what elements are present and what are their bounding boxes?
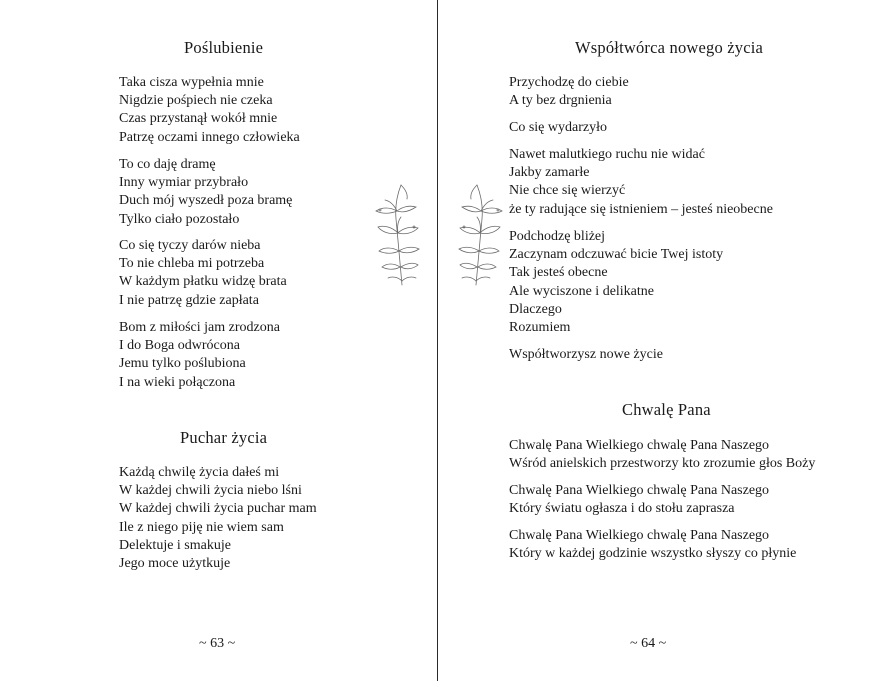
poem-line: W każdej chwili życia niebo lśni — [119, 483, 302, 499]
poem-line: A ty bez drgnienia — [509, 93, 612, 109]
poem-stanza — [509, 146, 773, 219]
poem-title: Chwalę Pana — [622, 400, 711, 419]
poem-line: Współtworzysz nowe życie — [509, 347, 663, 362]
poem-title: Współtwórca nowego życia — [575, 38, 764, 57]
poem-line: Jemu tylko poślubiona — [119, 356, 246, 372]
poem-title: Puchar życia — [180, 428, 268, 447]
poem-stanza — [509, 346, 663, 364]
left-page — [0, 0, 437, 681]
poem-line: Taka cisza wypełnia mnie — [119, 75, 264, 90]
poem-line: Podchodzę bliżej — [509, 229, 606, 244]
poem-stanza — [509, 74, 629, 110]
poem-line: Rozumiem — [509, 320, 571, 336]
poem-line: Co się wydarzyło — [509, 120, 607, 135]
poem-line: To nie chleba mi potrzeba — [119, 256, 265, 272]
poem-line: Dlaczego — [509, 301, 562, 317]
right-page — [438, 0, 877, 681]
poem-line: Jego moce użytkuje — [119, 556, 231, 572]
poem-stanza — [119, 156, 292, 229]
poem-line: Tylko ciało pozostało — [119, 211, 240, 227]
poem-line: I do Boga odwrócona — [119, 338, 240, 354]
poem-title: Poślubienie — [184, 38, 264, 57]
poem-line: W każdym płatku widzę brata — [119, 274, 287, 290]
poem-stanza — [509, 527, 796, 563]
poem-stanza — [119, 74, 300, 147]
poem-line: Który w każdej godzinie wszystko słyszy co płynie — [509, 546, 797, 562]
poem-line: Ale wyciszone i delikatne — [509, 283, 655, 299]
poem-line: Chwalę Pana Wielkiego chwalę Pana Naszego — [509, 528, 770, 543]
poem-line: Patrzę oczami innego człowieka — [119, 129, 300, 145]
poem-stanza — [509, 228, 723, 337]
poem-stanza — [509, 482, 769, 518]
poem-line: Ile z niego piję nie wiem sam — [119, 519, 284, 535]
poem-stanza — [509, 119, 607, 137]
lily-ornament-icon — [372, 181, 422, 287]
poem-stanza — [119, 464, 317, 573]
poem-line: Bom z miłości jam zrodzona — [119, 320, 280, 335]
poem-line: Inny wymiar przybrało — [119, 175, 249, 191]
poem-line: Jakby zamarłe — [509, 165, 590, 181]
poem-line: Każdą chwilę życia dałeś mi — [119, 465, 280, 480]
poem-line: W każdej chwili życia puchar mam — [119, 501, 317, 517]
poem-stanza — [509, 437, 815, 473]
page-number: ~ 64 ~ — [630, 636, 667, 651]
poem-line: Czas przystanął wokół mnie — [119, 111, 278, 127]
poem-line: Nie chce się wierzyć — [509, 183, 626, 199]
page-number: ~ 63 ~ — [199, 636, 236, 651]
poem-stanza — [119, 319, 280, 392]
poem-line: Wśród anielskich przestworzy kto zrozumie głos Boży — [509, 456, 816, 472]
poem-line: To co daję dramę — [119, 157, 216, 172]
poem-line: Chwalę Pana Wielkiego chwalę Pana Naszego — [509, 483, 770, 498]
poem-line: Nawet malutkiego ruchu nie widać — [509, 147, 705, 162]
poem-line: Delektuje i smakuje — [119, 537, 231, 553]
poem-line: Przychodzę do ciebie — [509, 75, 629, 90]
poem-line: Duch mój wyszedł poza bramę — [119, 193, 293, 209]
poem-line: I nie patrzę gdzie zapłata — [119, 292, 259, 308]
poem-line: Nigdzie pośpiech nie czeka — [119, 93, 273, 109]
lily-ornament-icon — [456, 181, 506, 287]
poem-line: Chwalę Pana Wielkiego chwalę Pana Naszego — [509, 438, 770, 453]
poem-line: Który światu ogłasza i do stołu zaprasza — [509, 501, 735, 517]
poem-stanza — [119, 237, 287, 310]
poem-line: Tak jesteś obecne — [509, 265, 608, 281]
poem-line: Co się tyczy darów nieba — [119, 238, 261, 253]
poem-line: I na wieki połączona — [119, 374, 236, 390]
poem-line: że ty radujące się istnieniem – jesteś nieobecne — [509, 201, 773, 217]
poem-line: Zaczynam odczuwać bicie Twej istoty — [509, 247, 724, 263]
